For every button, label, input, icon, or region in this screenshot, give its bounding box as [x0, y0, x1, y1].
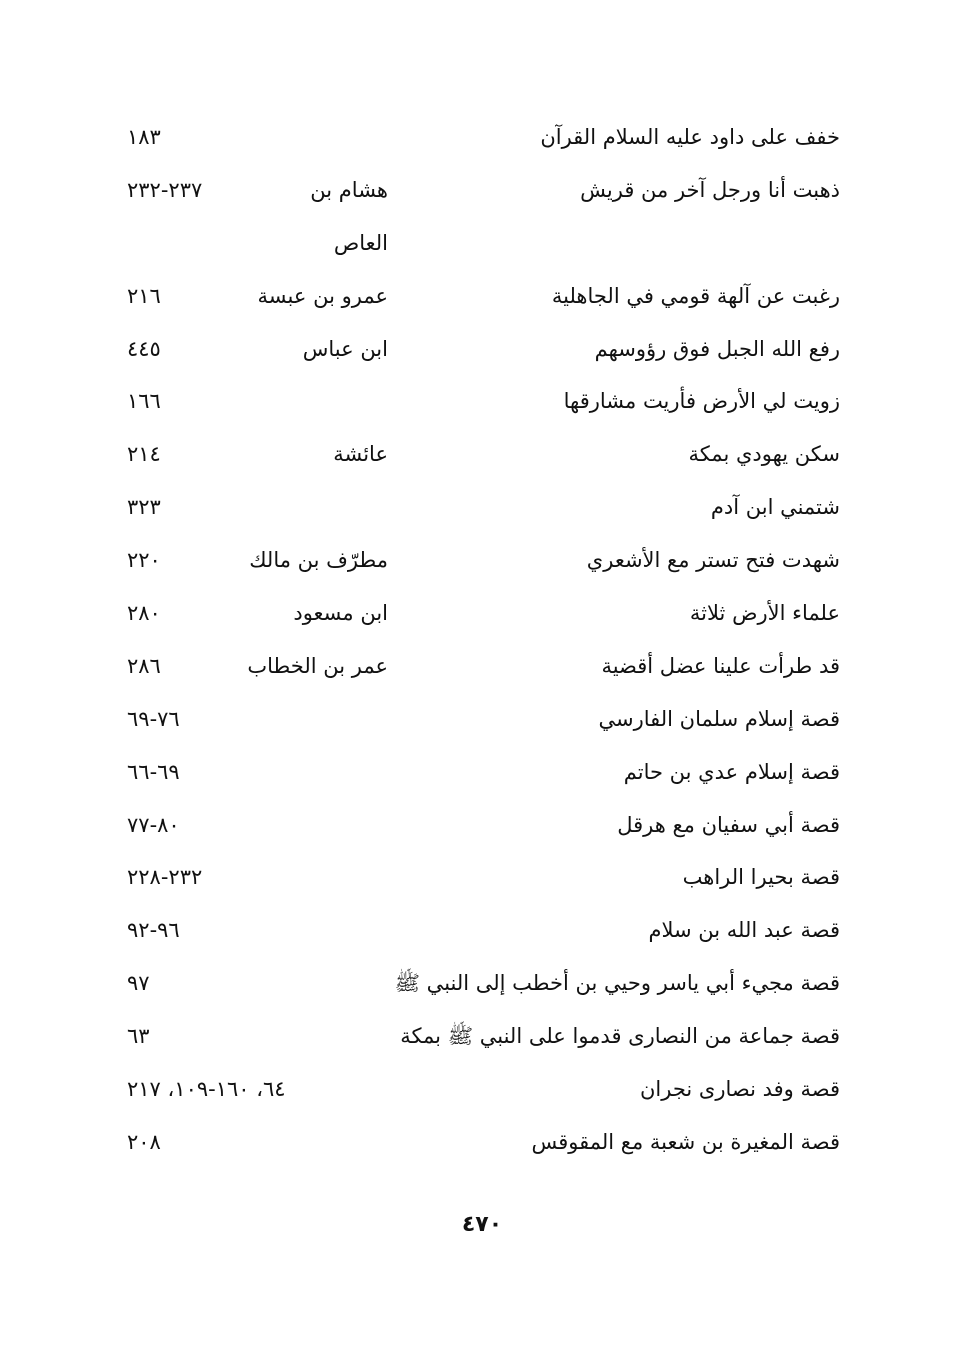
- index-row: [0, 747, 964, 800]
- index-row: [0, 112, 964, 165]
- hadith-text: قصة جماعة من النصارى قدموا على النبي ﷺ بمكة: [400, 1024, 840, 1049]
- hadith-text: قصة إسلام عدي بن حاتم: [623, 759, 840, 784]
- narrator-name: عمر بن الخطاب: [247, 653, 388, 678]
- narrator-name: مطرّف بن مالك: [249, 548, 388, 573]
- index-row: [0, 429, 964, 482]
- narrator-name: العاص: [333, 230, 388, 255]
- page-reference: ٢٣٧-٢٣٢: [127, 177, 203, 202]
- hadith-text: قصة بحيرا الراهب: [682, 865, 840, 890]
- index-row: [0, 1064, 964, 1117]
- page-reference: ٧٦-٦٩: [127, 706, 180, 731]
- page-reference: ٨٠-٧٧: [127, 812, 180, 837]
- page-reference: ٢٠٨: [127, 1129, 161, 1154]
- hadith-text: قصة مجيء أبي ياسر وحيي بن أخطب إلى النبي ﷺ: [394, 971, 840, 996]
- index-row: [0, 852, 964, 905]
- hadith-text: قصة المغيرة بن شعبة مع المقوقس: [531, 1129, 840, 1154]
- index-row: [0, 1117, 964, 1170]
- index-row: [0, 958, 964, 1011]
- hadith-text: رغبت عن آلهة قومي في الجاهلية: [551, 283, 840, 308]
- narrator-name: ابن عباس: [302, 336, 388, 361]
- hadith-text: قصة وفد نصارى نجران: [639, 1077, 840, 1102]
- hadith-text: سكن يهودي بمكة: [688, 442, 840, 467]
- page-reference: ٢٣٢-٢٢٨: [127, 865, 203, 890]
- page-reference: ٤٤٥: [127, 336, 161, 361]
- hadith-text: شتمني ابن آدم: [710, 495, 840, 520]
- index-row: [0, 218, 964, 271]
- page-reference: ٢١٦: [127, 283, 161, 308]
- narrator-name: ابن مسعود: [293, 601, 388, 626]
- hadith-text: قصة أبي سفيان مع هرقل: [617, 812, 840, 837]
- hadith-text: خفف على داود عليه السلام القرآن: [540, 125, 840, 149]
- hadith-text: قد طرأت علينا عضل أقضية: [601, 653, 840, 678]
- page-reference: ٦٤، ١٦٠-١٠٩، ٢١٧: [127, 1077, 286, 1102]
- page-reference: ٢١٤: [127, 442, 161, 467]
- page-reference: ٦٣: [127, 1024, 150, 1049]
- hadith-text: قصة عبد الله بن سلام: [648, 918, 840, 943]
- index-row: [0, 376, 964, 429]
- hadith-text: قصة إسلام سلمان الفارسي: [598, 706, 840, 731]
- page-reference: ٦٩-٦٦: [127, 759, 180, 784]
- index-row: [0, 271, 964, 324]
- narrator-name: عائشة: [333, 442, 388, 467]
- page-reference: ٢٨٠: [127, 601, 161, 626]
- page-reference: ٢٨٦: [127, 653, 161, 678]
- narrator-name: عمرو بن عبسة: [257, 283, 388, 308]
- index-row: [0, 324, 964, 377]
- page-reference: ١٨٣: [127, 125, 161, 149]
- index-row: [0, 165, 964, 218]
- hadith-text: علماء الأرض ثلاثة: [689, 601, 840, 626]
- index-row: [0, 800, 964, 853]
- hadith-index-table: [0, 112, 964, 1170]
- index-row: [0, 535, 964, 588]
- hadith-text: ذهبت أنا ورجل آخر من قريش: [580, 177, 840, 202]
- index-row: [0, 1011, 964, 1064]
- index-row: [0, 694, 964, 747]
- narrator-name: هشام بن: [310, 177, 388, 202]
- page-reference: ٣٢٣: [127, 495, 161, 520]
- index-row: [0, 482, 964, 535]
- page-reference: ٩٦-٩٢: [127, 918, 180, 943]
- index-row: [0, 905, 964, 958]
- hadith-text: زويت لي الأرض فأريت مشارقها: [563, 389, 840, 414]
- hadith-text: شهدت فتح تستر مع الأشعري: [586, 548, 840, 573]
- hadith-text: رفع الله الجبل فوق رؤوسهم: [594, 336, 840, 361]
- page-reference: ١٦٦: [127, 389, 161, 414]
- page-reference: ٢٢٠: [127, 548, 161, 573]
- index-row: [0, 641, 964, 694]
- index-row: [0, 588, 964, 641]
- page-number: ٤٧٠: [461, 1212, 503, 1237]
- page-reference: ٩٧: [127, 971, 150, 996]
